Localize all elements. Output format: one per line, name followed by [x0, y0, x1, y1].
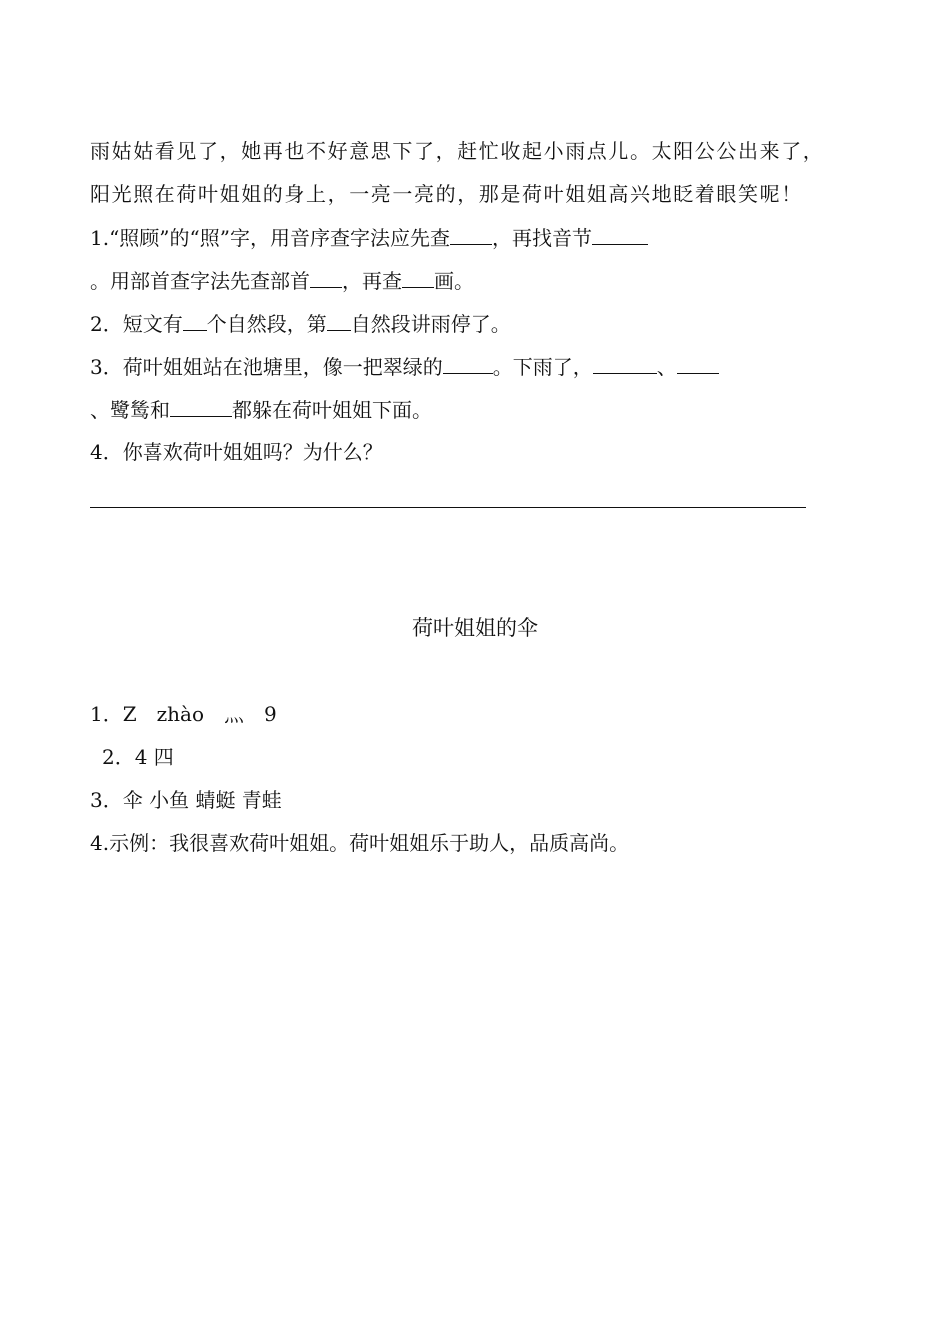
question-3-text-a: 3．荷叶姐姐站在池塘里，像一把翠绿的 [90, 355, 443, 379]
question-3-line-2 [90, 394, 432, 425]
answer-blank[interactable] [443, 351, 493, 374]
question-1-line-2 [90, 265, 474, 296]
question-1-text-d: ，再查 [342, 269, 402, 293]
answer-2: 2．4 四 [102, 745, 174, 769]
question-1-text-c: 。用部首查字法先查部首 [90, 269, 310, 293]
question-3-text-d: 、鹭鸶和 [90, 398, 170, 422]
question-1-text-b: ，再找音节 [491, 226, 592, 250]
answer-3: 3．伞 小鱼 蜻蜓 青蛙 [90, 788, 282, 812]
question-3-line-1 [90, 351, 719, 382]
question-2-text-b: 个自然段，第 [206, 312, 327, 336]
answer-blank[interactable] [183, 308, 207, 331]
answer-4: 4.示例：我很喜欢荷叶姐姐。荷叶姐姐乐于助人，品质高尚。 [90, 831, 630, 855]
question-1-text-a: 1.“照顾”的“照”字，用音序查字法应先查 [90, 226, 450, 250]
answer-blank[interactable] [592, 222, 648, 245]
passage-line-1: 雨姑姑看见了，她再也不好意思下了，赶忙收起小雨点儿。太阳公公出来了， [90, 139, 825, 163]
question-2 [90, 308, 511, 339]
answer-line[interactable] [90, 507, 806, 508]
question-3-text-c: 、 [656, 355, 677, 379]
answer-blank[interactable] [450, 222, 492, 245]
answer-blank[interactable] [402, 265, 434, 288]
answer-blank[interactable] [170, 394, 232, 417]
answer-section-title: 荷叶姐姐的伞 [412, 616, 538, 640]
question-3-text-e: 都躲在荷叶姐姐下面。 [232, 398, 432, 422]
question-2-text-a: 2．短文有 [90, 312, 183, 336]
answer-blank[interactable] [310, 265, 342, 288]
question-1-line-1 [90, 222, 648, 253]
answer-blank[interactable] [677, 351, 719, 374]
question-1-text-e: 画。 [434, 269, 474, 293]
answer-1: 1．Z zhào 灬 9 [90, 702, 277, 726]
passage-line-2: 阳光照在荷叶姐姐的身上，一亮一亮的，那是荷叶姐姐高兴地眨着眼笑呢！ [90, 182, 803, 206]
question-2-text-c: 自然段讲雨停了。 [350, 312, 511, 336]
answer-blank[interactable] [593, 351, 657, 374]
question-3-text-b: 。下雨了， [492, 355, 593, 379]
question-4: 4．你喜欢荷叶姐姐吗？为什么？ [90, 440, 383, 464]
answer-blank[interactable] [327, 308, 351, 331]
